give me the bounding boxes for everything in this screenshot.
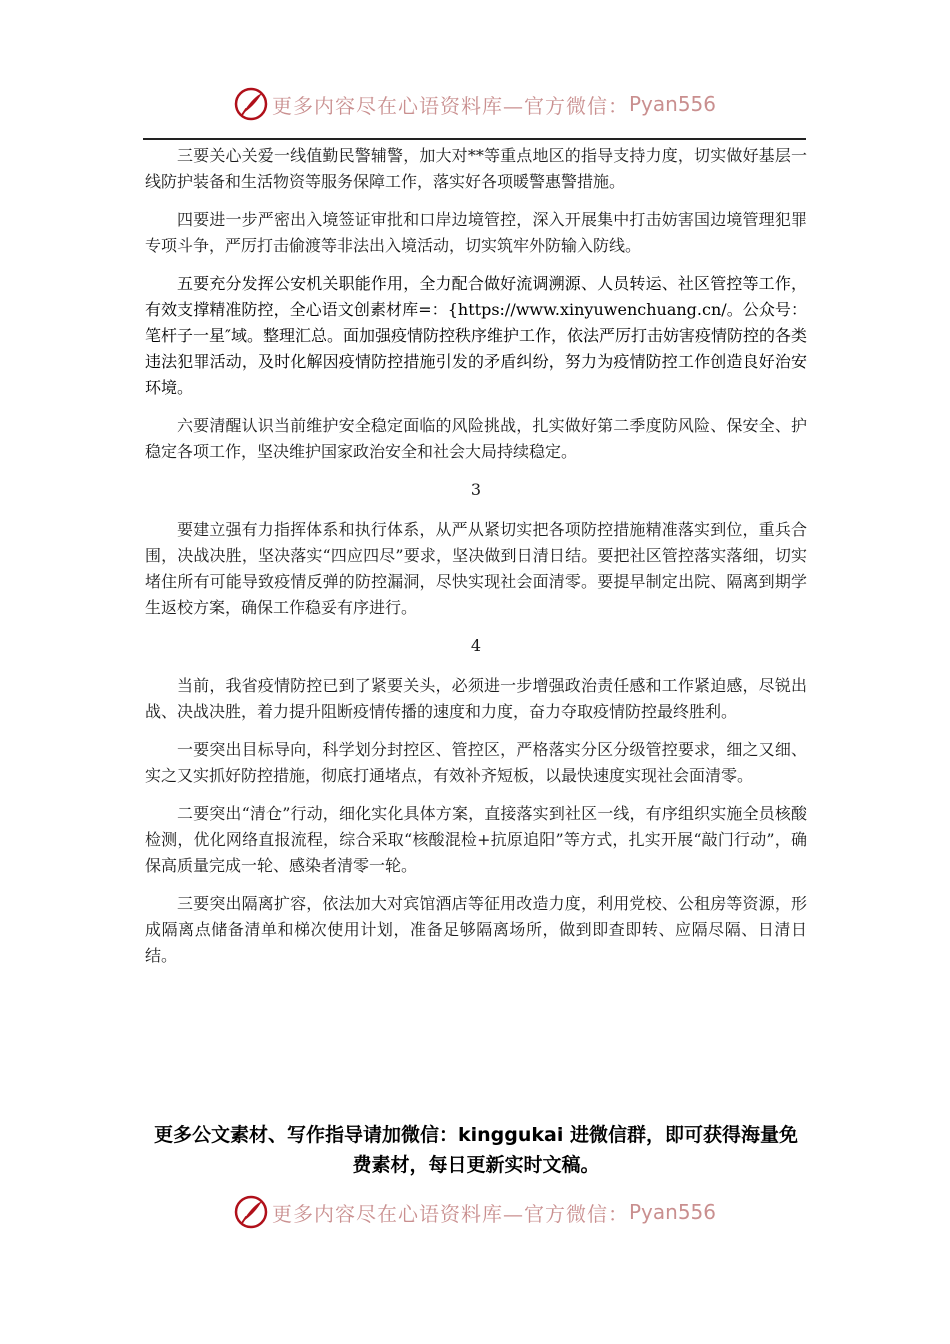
section-number: 4	[470, 636, 482, 655]
watermark-site-text: 更多内容尽在心语资料库—官方微信：	[271, 1201, 629, 1226]
section-number: 3	[470, 480, 482, 499]
header-divider	[143, 138, 806, 140]
paragraph: 六要清醒认识当前维护安全稳定面临的风险挑战，扎实做好第二季度防风险、保安全、护稳定各项工作，坚决维护国家政治安全和社会大局持续稳定。	[145, 416, 807, 461]
paragraph: 二要突出“清仓”行动，细化实化具体方案，直接落实到社区一线，有序组织实施全员核酸检测，优化网络直报流程，综合采取“核酸混检+抗原追阳”等方式，扎实开展“敲门行动”，确保高质量完成一轮、感染者清零一轮。	[145, 804, 807, 875]
watermark-wechat-id: Pyan556	[628, 92, 716, 116]
paragraph: 五要充分发挥公安机关职能作用，全力配合做好流调溯源、人员转运、社区管控等工作，有效支撑精准防控，全心语文创素材库=：{https://www.xinyuwenchuang.cn/。公众号：笔杆子一星″域。整理汇总。面加强疫情防控秩序维护工作，依法严厉打击妨害疫情防控的各类违法犯罪活动，及时化解因疫情防控措施引发的矛盾纠纷，努力为疫情防控工作创造良好治安环境。	[145, 274, 807, 397]
feather-pen-logo-icon	[234, 87, 268, 121]
paragraph: 一要突出目标导向，科学划分封控区、管控区，严格落实分区分级管控要求，细之又细、实之又实抓好防控措施，彻底打通堵点，有效补齐短板，以最快速度实现社会面清零。	[145, 740, 807, 785]
paragraph: 三要关心关爱一线值勤民警辅警，加大对**等重点地区的指导支持力度，切实做好基层一线防护装备和生活物资等服务保障工作，落实好各项暖警惠警措施。	[145, 146, 807, 191]
feather-pen-logo-icon	[234, 1195, 268, 1229]
paragraph: 当前，我省疫情防控已到了紧要关头，必须进一步增强政治责任感和工作紧迫感，尽锐出战、决战决胜，着力提升阻断疫情传播的速度和力度，奋力夺取疫情防控最终胜利。	[145, 676, 807, 721]
watermark-site-text: 更多内容尽在心语资料库—官方微信：	[271, 93, 629, 118]
paragraph: 三要突出隔离扩容，依法加大对宾馆酒店等征用改造力度，利用党校、公租房等资源，形成隔离点储备清单和梯次使用计划，准备足够隔离场所，做到即查即转、应隔尽隔、日清日结。	[145, 894, 807, 965]
watermark-wechat-id: Pyan556	[628, 1200, 716, 1224]
footer-promo-note: 更多公文素材、写作指导请加微信：kinggukai 进微信群，即可获得海量免费素材，每日更新实时文稿。	[154, 1124, 798, 1176]
header-watermark	[0, 84, 950, 124]
footer-watermark	[0, 1192, 950, 1232]
paragraph: 要建立强有力指挥体系和执行体系，从严从紧切实把各项防控措施精准落实到位，重兵合围，决战决胜，坚决落实“四应四尽”要求，坚决做到日清日结。要把社区管控落实落细，切实堵住所有可能导致疫情反弹的防控漏洞，尽快实现社会面清零。要提早制定出院、隔离到期学生返校方案，确保工作稳妥有序进行。	[145, 520, 807, 617]
document-body	[145, 143, 807, 981]
paragraph: 四要进一步严密出入境签证审批和口岸边境管控，深入开展集中打击妨害国边境管理犯罪专项斗争，严厉打击偷渡等非法出入境活动，切实筑牢外防输入防线。	[145, 210, 807, 255]
